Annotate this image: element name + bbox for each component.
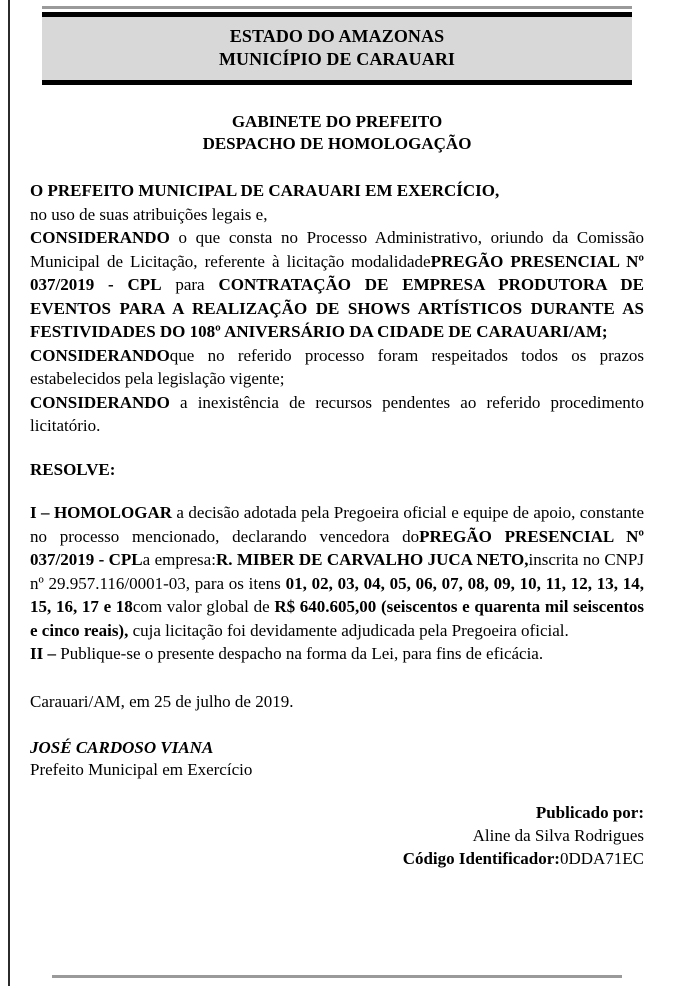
- document-title-office: GABINETE DO PREFEITO: [231, 112, 443, 131]
- masthead: [42, 0, 632, 85]
- item-1-text-part2: a empresa:: [142, 550, 216, 569]
- masthead-band: [42, 12, 632, 85]
- opening-authority-bold: O PREFEITO MUNICIPAL DE CARAUARI EM EXERCÍCIO,: [30, 181, 500, 200]
- paragraph-considerando-2: [30, 344, 644, 391]
- considerando-3-label: CONSIDERANDO: [30, 392, 170, 412]
- spacer-before-signature: [30, 713, 644, 737]
- item-2-text: Publique-se o presente despacho na forma da Lei, para fins de eficácia.: [55, 644, 544, 663]
- publication-block: [30, 801, 644, 870]
- considerando-1-text: o que consta no Processo Administrativo, oriundo da Comissão Municipal de Licitação, referente à licitação modalidade: [30, 228, 644, 271]
- spacer-before-resolve: [30, 438, 644, 458]
- item-1-label: I – HOMOLOGAR: [30, 503, 173, 522]
- paragraph-opening: [30, 179, 644, 226]
- identifier-code-line: [30, 847, 644, 870]
- signatory-name: JOSÉ CARDOSO VIANA: [30, 738, 214, 757]
- item-1-text-part5: cuja licitação foi devidamente adjudicada pela Pregoeira oficial.: [128, 620, 569, 640]
- considerando-2-label: CONSIDERANDO: [30, 345, 170, 365]
- item-1-winning-company: R. MIBER DE CARVALHO JUCA NETO,: [215, 550, 529, 569]
- page-bottom-rule: [52, 975, 622, 978]
- masthead-top-rule: [42, 6, 632, 9]
- paragraph-item-1: [30, 501, 644, 642]
- item-1-bid-reference: PREGÃO PRESENCIAL Nº 037/2019 - CPL: [30, 526, 644, 569]
- considerando-1-connector: para: [161, 275, 219, 294]
- masthead-state-name: ESTADO DO AMAZONAS: [229, 26, 445, 46]
- item-2-label: II –: [30, 644, 56, 663]
- item-1-global-value: R$ 640.605,00 (seiscentos e quarenta mil seiscentos e cinco reais),: [30, 597, 644, 640]
- considerando-1-object-description: CONTRATAÇÃO DE EMPRESA PRODUTORA DE EVENTOS PARA A REALIZAÇÃO DE SHOWS ARTÍSTICOS DURANTE AS FESTIVIDADES DO 108º ANIVERSÁRIO DA CIDADE DE CARAUARI/AM;: [30, 275, 644, 341]
- document-title-type: DESPACHO DE HOMOLOGAÇÃO: [202, 134, 472, 153]
- published-by-label: Publicado por:: [535, 803, 644, 822]
- signatory-role: Prefeito Municipal em Exercício: [30, 760, 253, 779]
- document-page: [30, 0, 644, 986]
- paragraph-item-2: [30, 642, 644, 666]
- item-1-text-part1: a decisão adotada pela Pregoeira oficial e equipe de apoio, constante no processo mencionado, declarando vencedora do: [30, 503, 645, 546]
- paragraph-considerando-1: [30, 226, 644, 344]
- spacer-before-date: [30, 666, 644, 690]
- considerando-2-text: que no referido processo foram respeitados todos os prazos estabelecidos pela legislação vigente;: [30, 345, 644, 388]
- paragraph-considerando-3: [30, 391, 644, 438]
- identifier-code-label: Código Identificador:: [402, 849, 560, 868]
- item-1-cnpj-text: inscrita no CNPJ nº 29.957.116/0001-03, para os itens: [30, 550, 645, 593]
- item-1-item-numbers: 01, 02, 03, 04, 05, 06, 07, 08, 09, 10, 11, 12, 13, 14, 15, 16, 17 e 18: [30, 573, 645, 616]
- masthead-municipality-name: MUNICÍPIO DE CARAUARI: [218, 49, 456, 69]
- publisher-name: Aline da Silva Rodrigues: [472, 826, 644, 845]
- identifier-code-value: 0DDA71EC: [559, 849, 644, 868]
- considerando-1-bid-reference: PREGÃO PRESENCIAL Nº 037/2019 - CPL: [30, 251, 644, 294]
- considerando-3-text: a inexistência de recursos pendentes ao referido procedimento licitatório.: [30, 392, 644, 435]
- item-1-text-part4: com valor global de: [132, 597, 275, 616]
- resolve-heading: RESOLVE:: [30, 459, 116, 479]
- page-left-border: [8, 0, 10, 986]
- document-body: [30, 179, 644, 870]
- considerando-1-label: CONSIDERANDO: [30, 228, 170, 247]
- place-and-date: Carauari/AM, em 25 de julho de 2019.: [30, 691, 294, 711]
- spacer-after-resolve: [30, 481, 644, 501]
- opening-rest-text: no uso de suas atribuições legais e,: [30, 204, 268, 224]
- document-title: [30, 111, 644, 155]
